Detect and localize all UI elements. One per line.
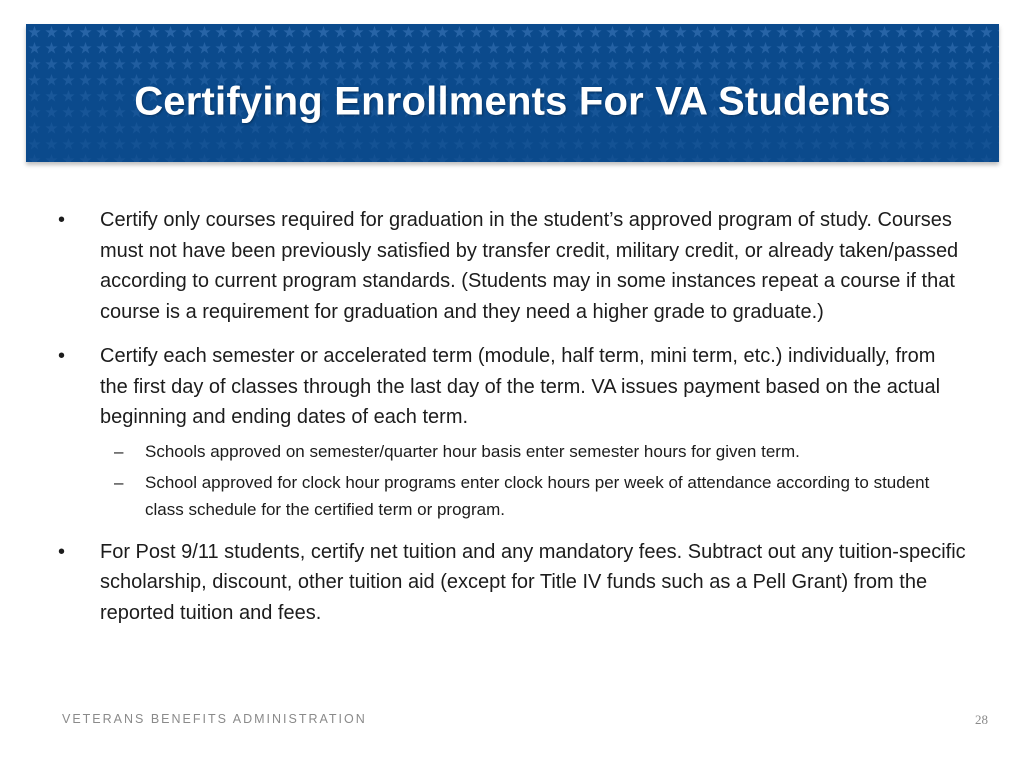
bullet-item <box>58 205 968 327</box>
slide-title: Certifying Enrollments For VA Students <box>134 79 891 124</box>
bullet-text: For Post 9/11 students, certify net tuition and any mandatory fees. Subtract out any tuition-specific scholarship, discount, other tuition aid (except for Title IV funds such as a Pell Grant) from the reported tuition and fees. <box>100 540 966 624</box>
bullet-text: Certify only courses required for graduation in the student’s approved program of study. Courses must not have been previously satisfied by transfer credit, military credit, or already taken/passed according to current program standards. (Students may in some instances repeat a course if that course is a requirement for graduation and they need a higher grade to graduate.) <box>100 209 959 323</box>
slide-content <box>58 205 968 642</box>
sub-bullet-marker: – <box>114 441 124 461</box>
sub-bullet-marker: – <box>114 472 124 492</box>
footer-organization: VETERANS BENEFITS ADMINISTRATION <box>62 712 367 726</box>
sub-bullet-text: Schools approved on semester/quarter hour basis enter semester hours for given term. <box>145 441 800 461</box>
bullet-marker: • <box>58 345 66 367</box>
page-number: 28 <box>975 712 988 727</box>
sub-bullet-text: School approved for clock hour programs enter clock hours per week of attendance according to student class schedule for the certified term or program. <box>145 472 930 519</box>
bullet-item <box>58 341 968 523</box>
sub-bullet-item <box>100 438 968 465</box>
bullet-marker: • <box>58 540 66 563</box>
bullet-marker: • <box>58 209 66 231</box>
bullet-text: Certify each semester or accelerated term (module, half term, mini term, etc.) individually, from the first day of classes through the last day of the term. VA issues payment based on the actual beginning and ending dates of each term. <box>100 345 941 428</box>
sub-bullet-list <box>100 438 968 523</box>
bullet-item <box>58 537 968 629</box>
title-banner <box>26 24 999 162</box>
sub-bullet-item <box>100 469 968 523</box>
